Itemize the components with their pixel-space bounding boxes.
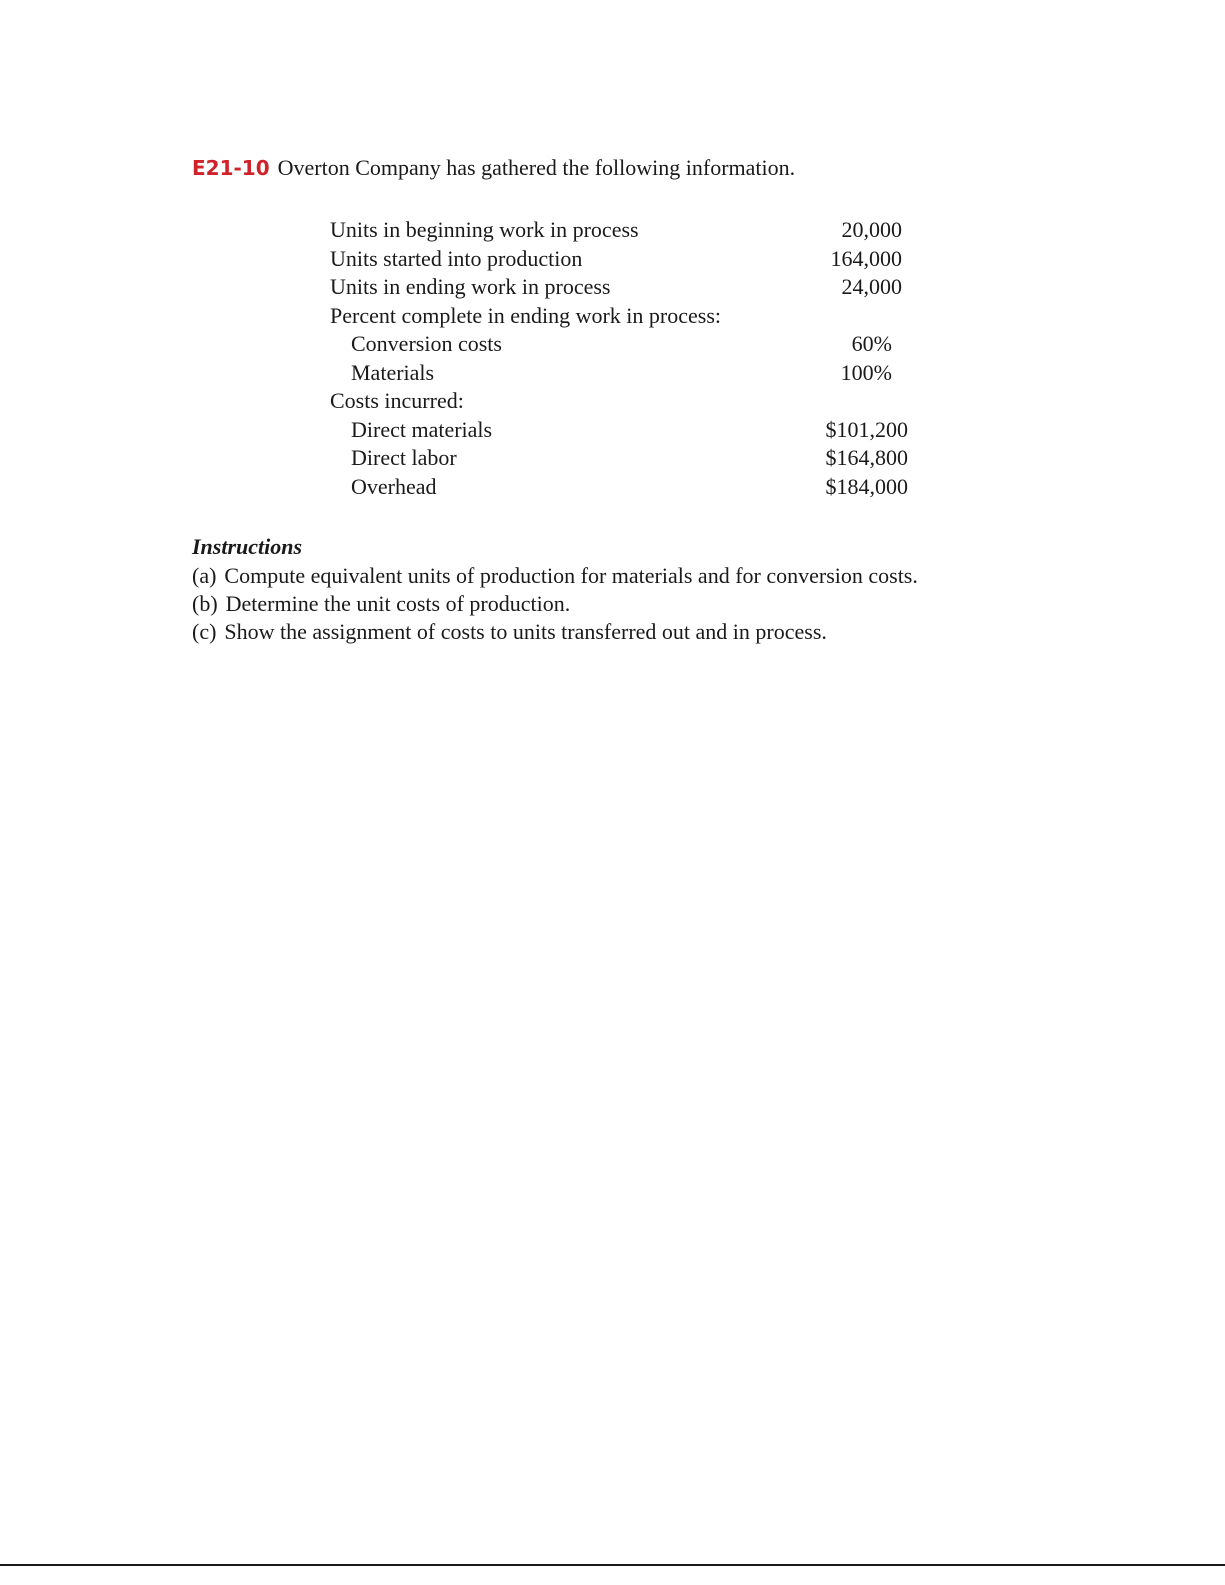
row-label: Direct materials — [351, 416, 493, 442]
data-row-percent-complete-header — [330, 302, 930, 331]
row-value: 60% — [851, 331, 892, 356]
row-label: Materials — [351, 359, 435, 385]
row-label: Units in beginning work in process — [330, 217, 639, 242]
row-value: 100% — [840, 359, 892, 385]
data-row-materials — [330, 359, 930, 388]
exercise-id: E21-10 — [192, 156, 270, 180]
data-row-units-started — [330, 245, 930, 274]
instruction-text: Show the assignment of costs to units transferred out and in process. — [224, 619, 827, 644]
row-value: 24,000 — [841, 274, 902, 299]
row-value: $184,000 — [825, 473, 908, 499]
instruction-item-b — [192, 590, 1092, 618]
data-table — [330, 216, 930, 501]
instruction-letter: (a) — [192, 563, 217, 588]
row-label: Units in ending work in process — [330, 274, 611, 299]
row-value: 20,000 — [841, 217, 902, 242]
data-row-costs-incurred-header — [330, 387, 930, 416]
row-label: Costs incurred: — [330, 388, 464, 413]
instruction-text: Compute equivalent units of production for materials and for conversion costs. — [224, 563, 918, 588]
row-label: Percent complete in ending work in process: — [330, 302, 722, 328]
instruction-text: Determine the unit costs of production. — [225, 591, 571, 616]
data-row-overhead — [330, 473, 930, 502]
exercise-heading — [192, 154, 795, 182]
data-row-direct-labor — [330, 444, 930, 473]
data-row-conversion-costs — [330, 330, 930, 359]
data-row-ending-wip — [330, 273, 930, 302]
row-label: Conversion costs — [351, 331, 502, 356]
instruction-letter: (b) — [192, 591, 218, 616]
row-value: $164,800 — [825, 445, 908, 470]
row-label: Direct labor — [351, 445, 457, 470]
row-label: Units started into production — [330, 245, 583, 271]
data-row-direct-materials — [330, 416, 930, 445]
row-label: Overhead — [351, 473, 437, 499]
instructions-title: Instructions — [192, 534, 303, 559]
instruction-item-c — [192, 618, 1092, 646]
row-value: 164,000 — [830, 245, 902, 271]
exercise-intro: Overton Company has gathered the following information. — [277, 155, 796, 180]
row-value: $101,200 — [825, 416, 908, 442]
instruction-item-a — [192, 562, 1092, 590]
data-row-beginning-wip — [330, 216, 930, 245]
instruction-letter: (c) — [192, 619, 217, 644]
bottom-divider — [0, 1564, 1225, 1566]
instructions-section — [192, 532, 1092, 646]
